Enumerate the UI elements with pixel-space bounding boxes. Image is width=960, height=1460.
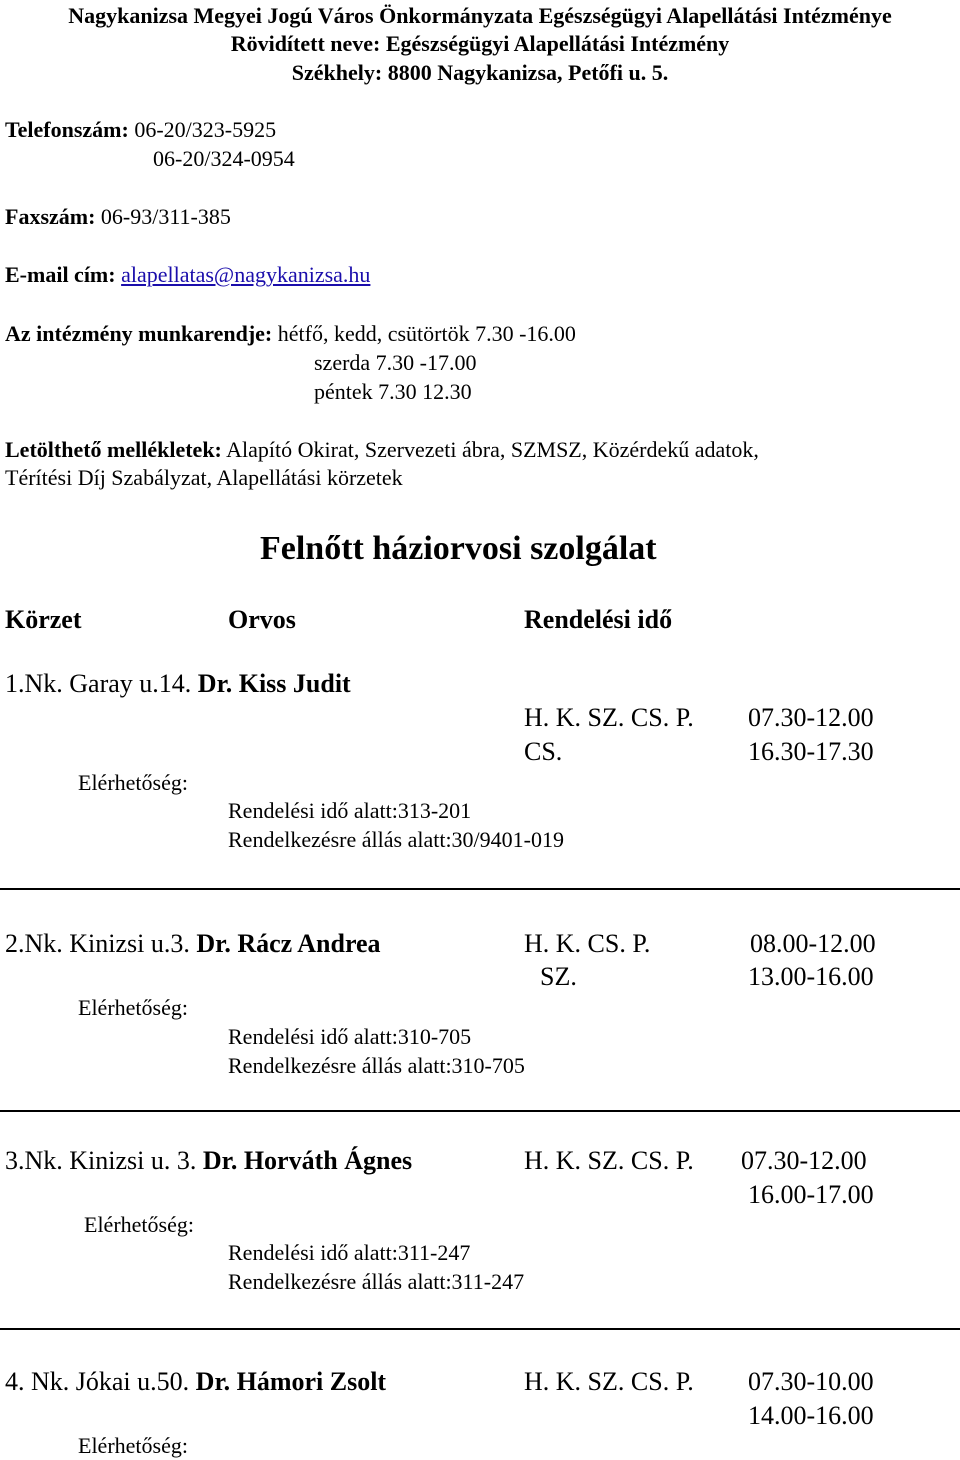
work-hours-label: Az intézmény munkarendje: [5, 321, 273, 346]
fax-row [5, 206, 231, 228]
phone-2: 06-20/324-0954 [153, 146, 295, 171]
entry-2-district: 2.Nk. Kinizsi u.3. [5, 929, 190, 958]
entry-4-district: 4. Nk. Jókai u.50. [5, 1367, 190, 1396]
header-line-3: Székhely: 8800 Nagykanizsa, Petőfi u. 5. [291, 60, 669, 85]
entry-4-contact-label: Elérhetőség: [78, 1433, 188, 1458]
entry-3-days-1: H. K. SZ. CS. P. [524, 1146, 694, 1175]
entry-2-days-2: SZ. [540, 962, 577, 991]
entry-4-heading [5, 1369, 386, 1395]
entry-1-time-2: 16.30-17.30 [748, 737, 874, 766]
header-hours: Rendelési idő [524, 605, 673, 634]
divider-1 [0, 888, 960, 890]
entry-3-phone-oncall: Rendelkezésre állás alatt:311-247 [228, 1269, 525, 1294]
entry-1-days-2: CS. [524, 737, 563, 766]
entry-2-time-2: 13.00-16.00 [748, 962, 874, 991]
entry-2-contact-label: Elérhetőség: [78, 995, 188, 1020]
work-hours-2: szerda 7.30 -17.00 [314, 350, 477, 375]
entry-3-district: 3.Nk. Kinizsi u. 3. [5, 1146, 197, 1175]
fax-label: Faxszám: [5, 204, 96, 229]
entry-2-phone-office: Rendelési idő alatt:310-705 [228, 1024, 472, 1049]
downloads-row [5, 439, 759, 461]
entry-1-contact-label: Elérhetőség: [78, 770, 188, 795]
fax-number: 06-93/311-385 [100, 204, 231, 229]
entry-3-contact-label: Elérhetőség: [84, 1212, 194, 1237]
divider-3 [0, 1328, 960, 1330]
phone-1: 06-20/323-5925 [134, 117, 277, 142]
entry-4-time-2: 14.00-16.00 [748, 1401, 874, 1430]
entry-2-time-1: 08.00-12.00 [750, 929, 876, 958]
header-doctor: Orvos [228, 605, 296, 634]
divider-2 [0, 1110, 960, 1112]
email-label: E-mail cím: [5, 262, 116, 287]
downloads-items-1[interactable]: Alapító Okirat, Szervezeti ábra, SZMSZ, Közérdekű adatok, [226, 437, 759, 462]
entry-3-phone-office: Rendelési idő alatt:311-247 [228, 1240, 471, 1265]
entry-1-heading [5, 671, 351, 697]
entry-1-phone-oncall: Rendelkezésre állás alatt:30/9401-019 [228, 827, 564, 852]
entry-1-time-1: 07.30-12.00 [748, 703, 874, 732]
entry-1-phone-office: Rendelési idő alatt:313-201 [228, 798, 472, 823]
entry-3-doctor: Dr. Horváth Ágnes [202, 1146, 413, 1175]
entry-3-time-2: 16.00-17.00 [748, 1180, 874, 1209]
entry-2-doctor: Dr. Rácz Andrea [196, 929, 381, 958]
email-row [5, 264, 370, 286]
entry-3-time-1: 07.30-12.00 [741, 1146, 867, 1175]
downloads-label: Letölthető mellékletek: [5, 437, 222, 462]
work-hours-1: hétfő, kedd, csütörtök 7.30 -16.00 [277, 321, 576, 346]
phone-label: Telefonszám: [5, 117, 129, 142]
entry-1-days-1: H. K. SZ. CS. P. [524, 703, 694, 732]
entry-1-doctor: Dr. Kiss Judit [197, 669, 351, 698]
entry-4-doctor: Dr. Hámori Zsolt [195, 1367, 387, 1396]
entry-2-days-1: H. K. CS. P. [524, 929, 651, 958]
downloads-items-2[interactable]: Térítési Díj Szabályzat, Alapellátási körzetek [5, 465, 403, 490]
entry-3-heading [5, 1148, 412, 1174]
entry-1-district: 1.Nk. Garay u.14. [5, 669, 192, 698]
section-title: Felnőtt háziorvosi szolgálat [260, 530, 657, 567]
email-link[interactable]: alapellatas@nagykanizsa.hu [121, 262, 371, 287]
work-hours-3: péntek 7.30 12.30 [314, 379, 472, 404]
header-district: Körzet [5, 605, 82, 634]
work-hours-row [5, 323, 576, 345]
header-line-2: Rövidített neve: Egészségügyi Alapellátási Intézmény [230, 31, 730, 56]
entry-2-phone-oncall: Rendelkezésre állás alatt:310-705 [228, 1053, 525, 1078]
header-line-1: Nagykanizsa Megyei Jogú Város Önkormányzata Egészségügyi Alapellátási Intézménye [68, 3, 892, 28]
entry-2-heading [5, 931, 381, 957]
entry-4-time-1: 07.30-10.00 [748, 1367, 874, 1396]
entry-4-days-1: H. K. SZ. CS. P. [524, 1367, 694, 1396]
phone-row [5, 119, 276, 141]
